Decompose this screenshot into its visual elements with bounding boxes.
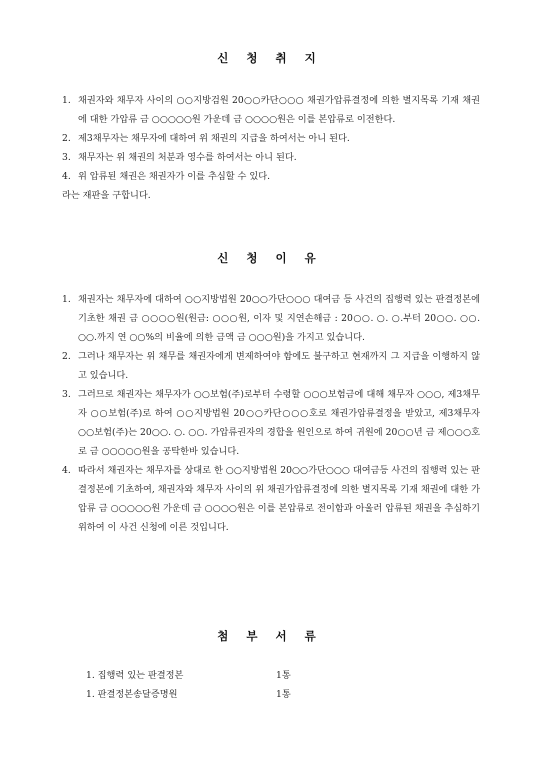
item-text: 채권자와 채무자 사이의 ○○지방검원 20○○카단○○○ 채권가압류결정에 의한 별지목록 기재 채권에 대한 가압류 금 ○○○○○원 가운데 금 ○○○○원은 이를 본압류로 이전한다.: [78, 95, 480, 125]
reasons-list: [62, 290, 480, 537]
purpose-list: [62, 91, 480, 205]
purpose-item: [62, 148, 480, 167]
item-text: 위 압류된 채권은 채권자가 이를 추심할 수 있다.: [78, 171, 270, 182]
purpose-heading: 신 청 취 지: [217, 51, 323, 65]
reasons-item: [62, 461, 480, 537]
item-number: 3.: [62, 152, 71, 163]
attachments-heading: 첨 부 서 류: [217, 629, 323, 643]
item-number: 1.: [62, 95, 71, 106]
item-text: 채무자는 위 채권의 처분과 영수를 하여서는 아니 된다.: [78, 152, 297, 163]
reasons-heading: 신 청 이 유: [217, 251, 323, 265]
purpose-item: [62, 167, 480, 186]
item-number: 1.: [62, 294, 71, 305]
attachment-row: [86, 666, 291, 685]
purpose-item: [62, 91, 480, 129]
item-text: 그러나 채무자는 위 채무를 채권자에게 변제하여야 함에도 불구하고 현재까지 그 지급을 이행하지 않고 있습니다.: [78, 351, 480, 381]
reasons-item: [62, 347, 480, 385]
item-number: 2.: [62, 351, 71, 362]
item-number: 4.: [62, 171, 71, 182]
attachment-count: 1통: [276, 689, 291, 700]
reasons-item: [62, 290, 480, 347]
item-number: 4.: [62, 465, 71, 476]
item-number: 2.: [62, 133, 71, 144]
item-text: 따라서 채권자는 채무자를 상대로 한 ○○지방법원 20○○가단○○○ 대여금등 사건의 집행력 있는 판결정본에 기초하여, 채권자와 채무자 사이의 위 채권가압류결정에 의한 별지목록 기재 채권에 대한 가압류 금 ○○○○○원 가운데 금 ○○○○원은 이를 본압류로 전이함과 아울러 압류된 채권을 추심하기 위하여 이 사건 신청에 이른 것입니다.: [78, 465, 480, 533]
purpose-closing: 라는 재판을 구합니다.: [62, 190, 151, 201]
item-text: 그러므로 채권자는 채무자가 ○○보험(주)로부터 수령할 ○○○보험금에 대해 채무자 ○○○, 제3채무자 ○○보험(주)로 하여 ○○지방법원 20○○카단○○○호로 채권가압류결정을 받았고, 제3채무자 ○○보험(주)는 20○○. ○. ○○. 가압류권자의 경합을 원인으로 하여 귀원에 20○○년 금 제○○○호로 금 ○○○○○원을 공탁한바 있습니다.: [78, 389, 480, 457]
attachment-name: 1. 판결정본송달증명원: [86, 689, 178, 700]
attachment-count: 1통: [276, 670, 291, 681]
purpose-item: [62, 129, 480, 148]
item-text: 채권자는 채무자에 대하여 ○○지방법원 20○○가단○○○ 대여금 등 사건의 집행력 있는 판결정본에 기초한 채권 금 ○○○○원(원금: ○○○원, 이자 및 지연손해금 : 20○○. ○. ○.부터 20○○. ○○. ○○.까지 연 ○○%의 비율에 의한 금액 금 ○○○원)을 가지고 있습니다.: [78, 294, 480, 343]
reasons-item: [62, 385, 480, 461]
item-number: 3.: [62, 389, 71, 400]
attachment-name: 1. 집행력 있는 판결정본: [86, 670, 184, 681]
item-text: 제3채무자는 채무자에 대하여 위 채권의 지급을 하여서는 아니 된다.: [78, 133, 350, 144]
attachment-row: [86, 685, 291, 704]
attachments-list: [86, 666, 291, 704]
